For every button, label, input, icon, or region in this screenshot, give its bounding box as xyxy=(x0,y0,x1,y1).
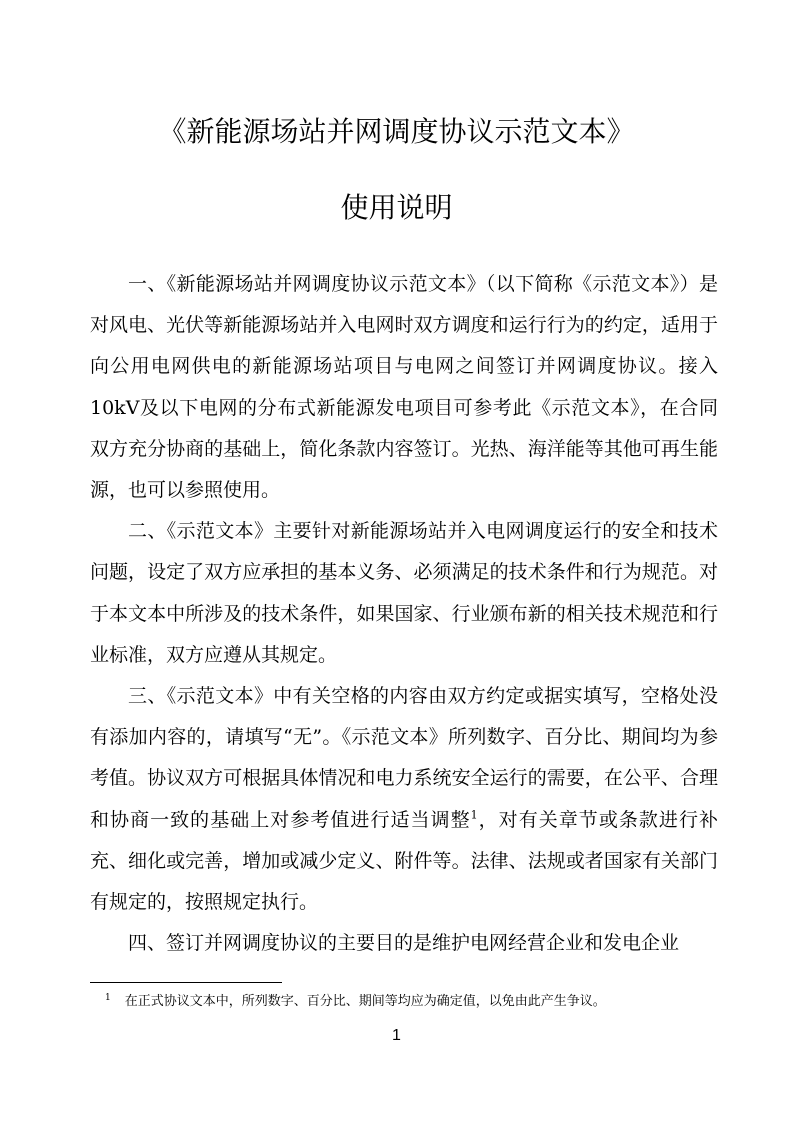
paragraph-2: 二、《示范文本》主要针对新能源场站并入电网调度运行的安全和技术问题，设定了双方应承担的基本义务、必须满足的技术条件和行为规范。对于本文本中所涉及的技术条件，如果国家、行业颁布新的相关技术规范和行业标准，双方应遵从其规定。 xyxy=(90,520,718,666)
paragraph-3 xyxy=(90,676,718,923)
footnote-text: 在正式协议文本中，所列数字、百分比、期间等均应为确定值，以免由此产生争议。 xyxy=(124,994,606,1009)
footnote-separator xyxy=(90,982,282,983)
document-body xyxy=(90,264,718,964)
page-number: 1 xyxy=(392,1027,401,1044)
paragraph-3-text-after-note: ，对有关章节或条款进行补充、细化或完善，增加或减少定义、附件等。法律、法规或者国家有关部门有规定的，按照规定执行。 xyxy=(90,808,718,914)
document-title: 《新能源场站并网调度协议示范文本》 xyxy=(158,115,635,148)
footnote xyxy=(105,992,725,1012)
document-subtitle: 使用说明 xyxy=(340,191,453,224)
paragraph-4: 四、签订并网调度协议的主要目的是维护电网经营企业和发电企业 xyxy=(128,932,680,955)
footnote-number: 1 xyxy=(105,992,111,1003)
paragraph-1: 一、《新能源场站并网调度协议示范文本》（以下简称《示范文本》）是对风电、光伏等新能源场站并入电网时双方调度和运行行为的约定，适用于向公用电网供电的新能源场站项目与电网之间签订并网调度协议。接入10kV及以下电网的分布式新能源发电项目可参考此《示范文本》，在合同双方充分协商的基础上，简化条款内容签订。光热、海洋能等其他可再生能源，也可以参照使用。 xyxy=(90,273,718,502)
footnote-reference: 1 xyxy=(470,808,478,822)
paragraph-3-text-before-note: 三、《示范文本》中有关空格的内容由双方约定或据实填写，空格处没有添加内容的，请填写“无”。《示范文本》所列数字、百分比、期间均为参考值。协议双方可根据具体情况和电力系统安全运行的需要，在公平、合理和协商一致的基础上对参考值进行适当调整 xyxy=(90,685,718,831)
